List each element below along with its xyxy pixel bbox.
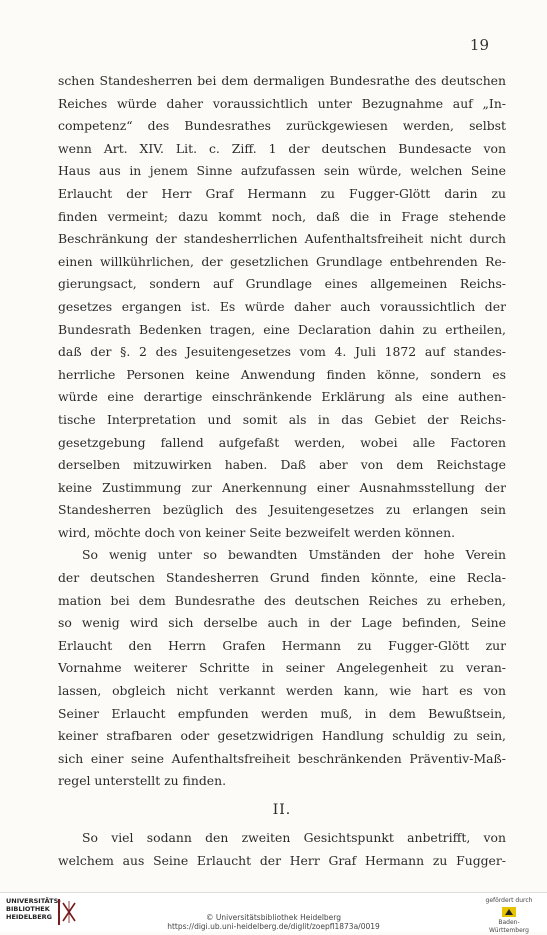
text-line: sich einer seine Aufenthaltsfreiheit beschränkenden Präventiv-Maß- [58,750,506,766]
funder-logo[interactable]: gefördert durch Baden-Württemberg [485,897,533,934]
paragraph-1 [58,70,506,544]
text-line: derselben mitzuwirken haben. Daß aber von dem Reichstage [58,457,506,473]
text-line: lassen, obgleich nicht verkannt werden kann, wie hart es von [58,683,506,699]
text-line: schen Standesherren bei dem dermaligen Bundesrathe des deutschen [58,73,506,88]
text-line: wird, möchte doch von keiner Seite bezweifelt werden können. [58,524,456,540]
paragraph-3 [58,827,506,872]
library-logo[interactable]: UNIVERSITÄTS- BIBLIOTHEK HEIDELBERG [6,897,61,921]
text-line: so wenig wird sich derselbe auch in der Lage befinden, Seine [58,615,506,631]
text-line: Haus aus in jenem Sinne aufzufassen sein würde, welchen Seine [58,163,506,179]
text-line: gesetzes ergangen ist. Es würde daher auch voraussichtlich der [58,298,506,314]
text-line: competenz“ des Bundesrathes zurückgewiesen werden, selbst [58,118,506,134]
text-line: keiner strafbaren oder gesetzwidrigen Handlung schuldig zu sein, [58,728,506,744]
footer-bar [0,892,547,932]
text-line: finden vermeint; dazu kommt noch, daß die in Frage stehende [58,208,506,224]
text-line: Seiner Erlaucht empfunden werden muß, in dem Bewußtsein, [58,705,506,721]
text-line: keine Zustimmung zur Anerkennung einer Ausnahmsstellung der [58,479,506,495]
text-line: Erlaucht der Herr Graf Hermann zu Fugger-Glött darin zu [58,185,506,201]
text-line: gesetzgebung fallend aufgefaßt werden, wobei alle Factoren [58,434,506,450]
text-line: herrliche Personen keine Anwendung finden könne, sondern es [58,366,506,382]
text-line: würde eine derartige einschränkende Erklärung als eine authen- [58,389,506,405]
permalink[interactable]: https://digi.ub.uni-heidelberg.de/diglit/zoepfl1873a/0019 [167,922,380,931]
text-line: wenn Art. XIV. Lit. c. Ziff. 1 der deutschen Bundesacte von [58,140,506,156]
text-line: Bundesrath Bedenken tragen, eine Declaration dahin zu ertheilen, [58,321,506,337]
text-line: So viel sodann den zweiten Gesichtspunkt anbetrifft, von [82,830,506,845]
funder-emblem-icon [501,906,517,918]
text-line: regel unterstellt zu finden. [58,773,227,789]
text-line: Reiches würde daher voraussichtlich unter Bezugnahme auf „In- [58,95,506,111]
text-line: tische Interpretation und somit als in das Gebiet der Reichs- [58,411,506,427]
copyright-text: © Universitätsbibliothek Heidelberg [205,913,341,922]
text-line: gierungsact, sondern auf Grundlage eines allgemeinen Reichs- [58,276,506,292]
text-line: daß der §. 2 des Jesuitengesetzes vom 4. Juli 1872 auf standes- [58,344,506,360]
text-line: Standesherren bezüglich des Jesuitengesetzes zu erlangen sein [58,502,506,518]
text-line: mation bei dem Bundesrathe des deutschen Reiches zu erheben, [58,592,506,608]
page-number: 19 [469,36,489,54]
text-line: Erlaucht den Herrn Grafen Hermann zu Fugger-Glött zur [58,637,506,653]
document-body [58,70,506,872]
paragraph-2 [58,544,506,793]
text-line: Beschränkung der standesherrlichen Aufenthaltsfreiheit nicht durch [58,231,506,247]
section-heading: II. [272,802,292,818]
text-line: welchem aus Seine Erlaucht der Herr Graf Hermann zu Fugger- [58,852,506,868]
text-line: einen willkührlichen, der gesetzlichen Grundlage entbehrenden Re- [58,253,506,269]
text-line: So wenig unter so bewandten Umständen der hohe Verein [82,547,506,563]
text-line: Vornahme weiterer Schritte in seiner Angelegenheit zu veran- [58,660,506,676]
text-line: der deutschen Standesherren Grund finden könnte, eine Recla- [58,570,506,586]
